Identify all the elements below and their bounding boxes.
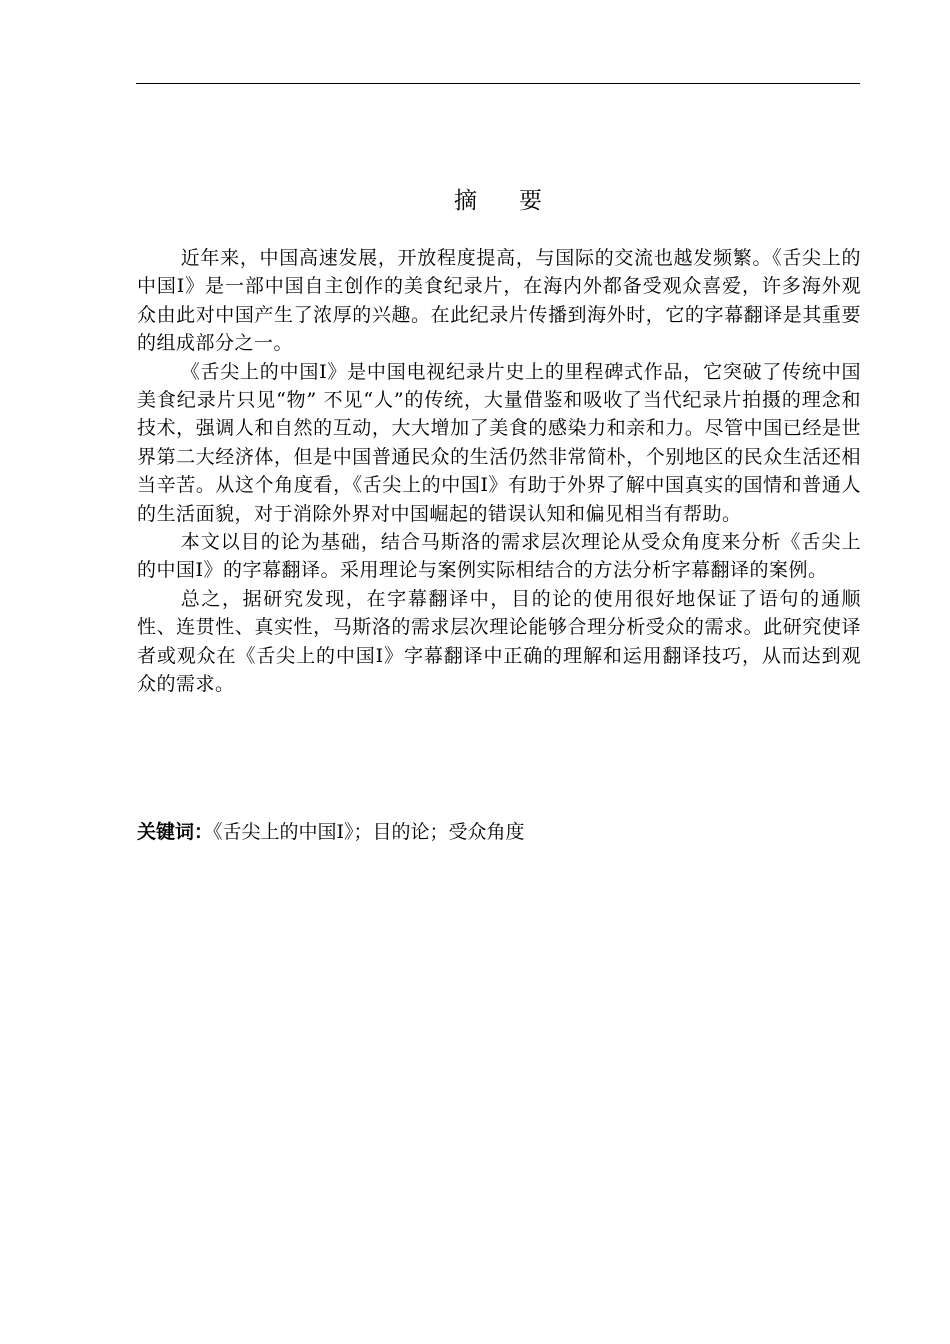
abstract-paragraph: 近年来，中国高速发展，开放程度提高，与国际的交流也越发频繁。《舌尖上的中国Ⅰ》是一部中国自主创作的美食纪录片，在海内外都备受观众喜爱，许多海外观众由此对中国产生了浓厚的兴趣。在此纪录片传播到海外时，它的字幕翻译是其重要的组成部分之一。 xyxy=(137,247,861,355)
header-rule xyxy=(136,83,860,84)
abstract-paragraph: 《舌尖上的中国Ⅰ》是中国电视纪录片史上的里程碑式作品，它突破了传统中国美食纪录片只见“物” 不见“人”的传统，大量借鉴和吸收了当代纪录片拍摄的理念和技术，强调人和自然的互动，大大增加了美食的感染力和亲和力。尽管中国已经是世界第二大经济体，但是中国普通民众的生活仍然非常简朴，个别地区的民众生活还相当辛苦。从这个角度看，《舌尖上的中国Ⅰ》有助于外界了解中国真实的国情和普通人的生活面貌，对于消除外界对中国崛起的错误认知和偏见相当有帮助。 xyxy=(137,360,861,525)
abstract-title-left: 摘 xyxy=(454,188,477,214)
keywords-text: 《舌尖上的中国Ⅰ》；目的论；受众角度 xyxy=(213,821,525,843)
keywords-line xyxy=(137,818,861,846)
abstract-paragraph: 本文以目的论为基础，结合马斯洛的需求层次理论从受众角度来分析《舌尖上的中国Ⅰ》的字幕翻译。采用理论与案例实际相结合的方法分析字幕翻译的案例。 xyxy=(137,531,861,582)
abstract-paragraph: 总之，据研究发现，在字幕翻译中，目的论的使用很好地保证了语句的通顺性、连贯性、真实性，马斯洛的需求层次理论能够合理分析受众的需求。此研究使译者或观众在《舌尖上的中国Ⅰ》字幕翻译中正确的理解和运用翻译技巧，从而达到观众的需求。 xyxy=(137,587,861,696)
abstract-body xyxy=(137,244,861,699)
abstract-title-right: 要 xyxy=(519,188,542,214)
abstract-title xyxy=(136,186,860,216)
keywords-label: 关键词： xyxy=(137,821,214,843)
